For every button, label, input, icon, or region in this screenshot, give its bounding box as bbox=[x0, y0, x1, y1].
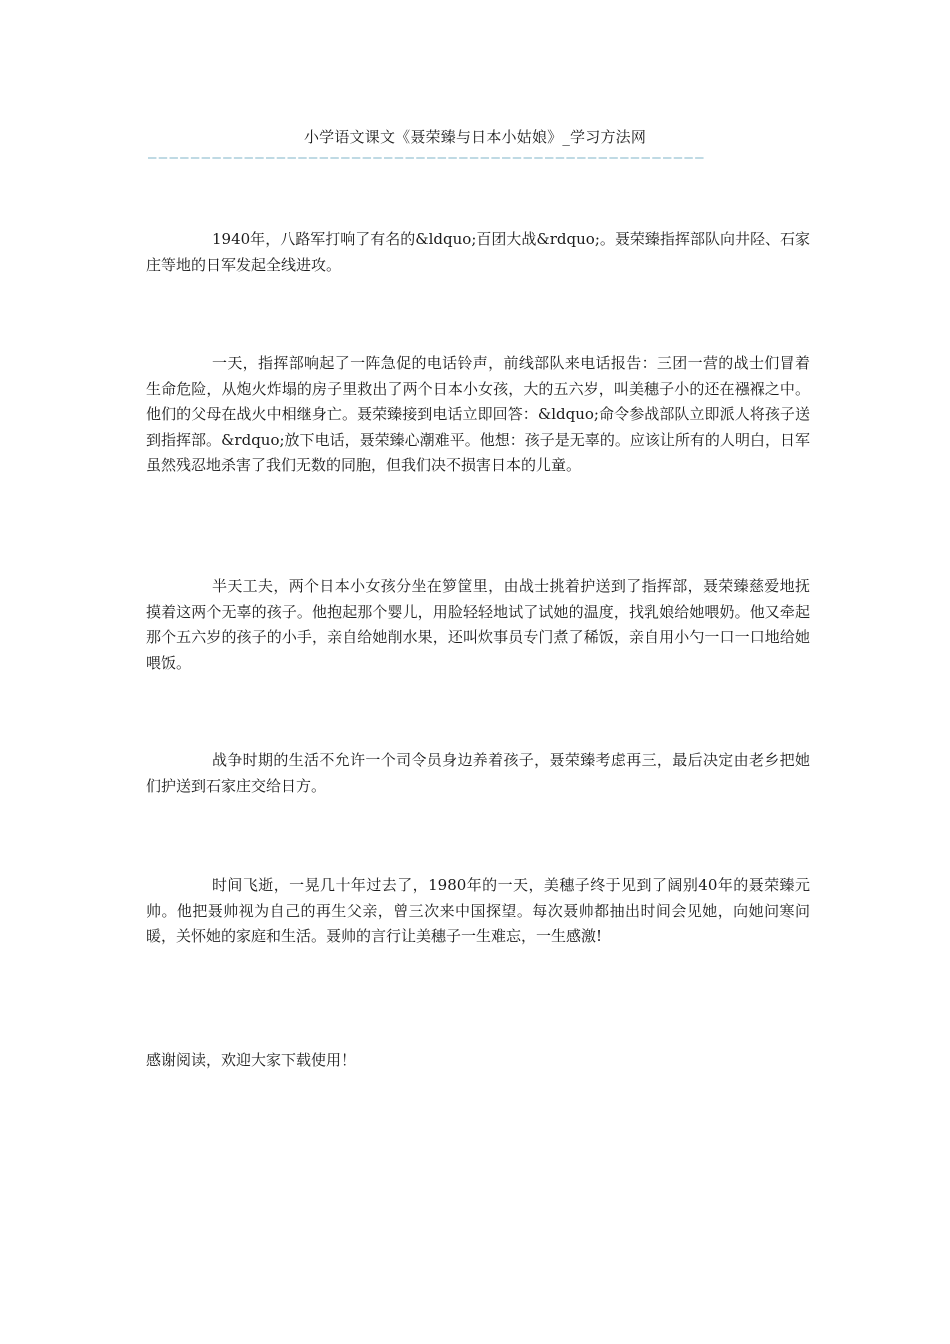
body-paragraph-2: 一天，指挥部响起了一阵急促的电话铃声，前线部队来电话报告：三团一营的战士们冒着生命危险，从炮火炸塌的房子里救出了两个日本小女孩，大的五六岁，叫美穗子小的还在襁褓之中。他们的父母在战火中相继身亡。聂荣臻接到电话立即回答：&ldquo;命令参战部队立即派人将孩子送到指挥部。&rdquo;放下电话，聂荣臻心潮难平。他想：孩子是无辜的。应该让所有的人明白，日军虽然残忍地杀害了我们无数的同胞，但我们决不损害日本的儿童。 bbox=[146, 354, 810, 474]
document-title: 小学语文课文《聂荣臻与日本小姑娘》_学习方法网 bbox=[303, 128, 647, 146]
closing-note: 感谢阅读，欢迎大家下载使用！ bbox=[146, 1051, 357, 1069]
body-paragraph-1: 1940年，八路军打响了有名的&ldquo;百团大战&rdquo;。聂荣臻指挥部队向井陉、石家庄等地的日军发起全线进攻。 bbox=[146, 230, 810, 274]
body-paragraph-5: 时间飞逝，一晃几十年过去了，1980年的一天，美穗子终于见到了阔别40年的聂荣臻元帅。他把聂帅视为自己的再生父亲，曾三次来中国探望。每次聂帅都抽出时间会见她，向她问寒问暖，关怀她的家庭和生活。聂帅的言行让美穗子一生难忘，一生感激! bbox=[146, 876, 810, 945]
body-paragraph-4: 战争时期的生活不允许一个司令员身边养着孩子，聂荣臻考虑再三，最后决定由老乡把她们护送到石家庄交给日方。 bbox=[146, 751, 810, 795]
body-paragraph-3: 半天工夫，两个日本小女孩分坐在箩筐里，由战士挑着护送到了指挥部，聂荣臻慈爱地抚摸着这两个无辜的孩子。他抱起那个婴儿，用脸轻轻地试了试她的温度，找乳娘给她喂奶。他又牵起那个五六岁的孩子的小手，亲自给她削水果，还叫炊事员专门煮了稀饭，亲自用小勺一口一口地给她喂饭。 bbox=[146, 577, 810, 672]
title-divider-rule: ———————————————————————————————————————————————————— bbox=[148, 150, 706, 166]
